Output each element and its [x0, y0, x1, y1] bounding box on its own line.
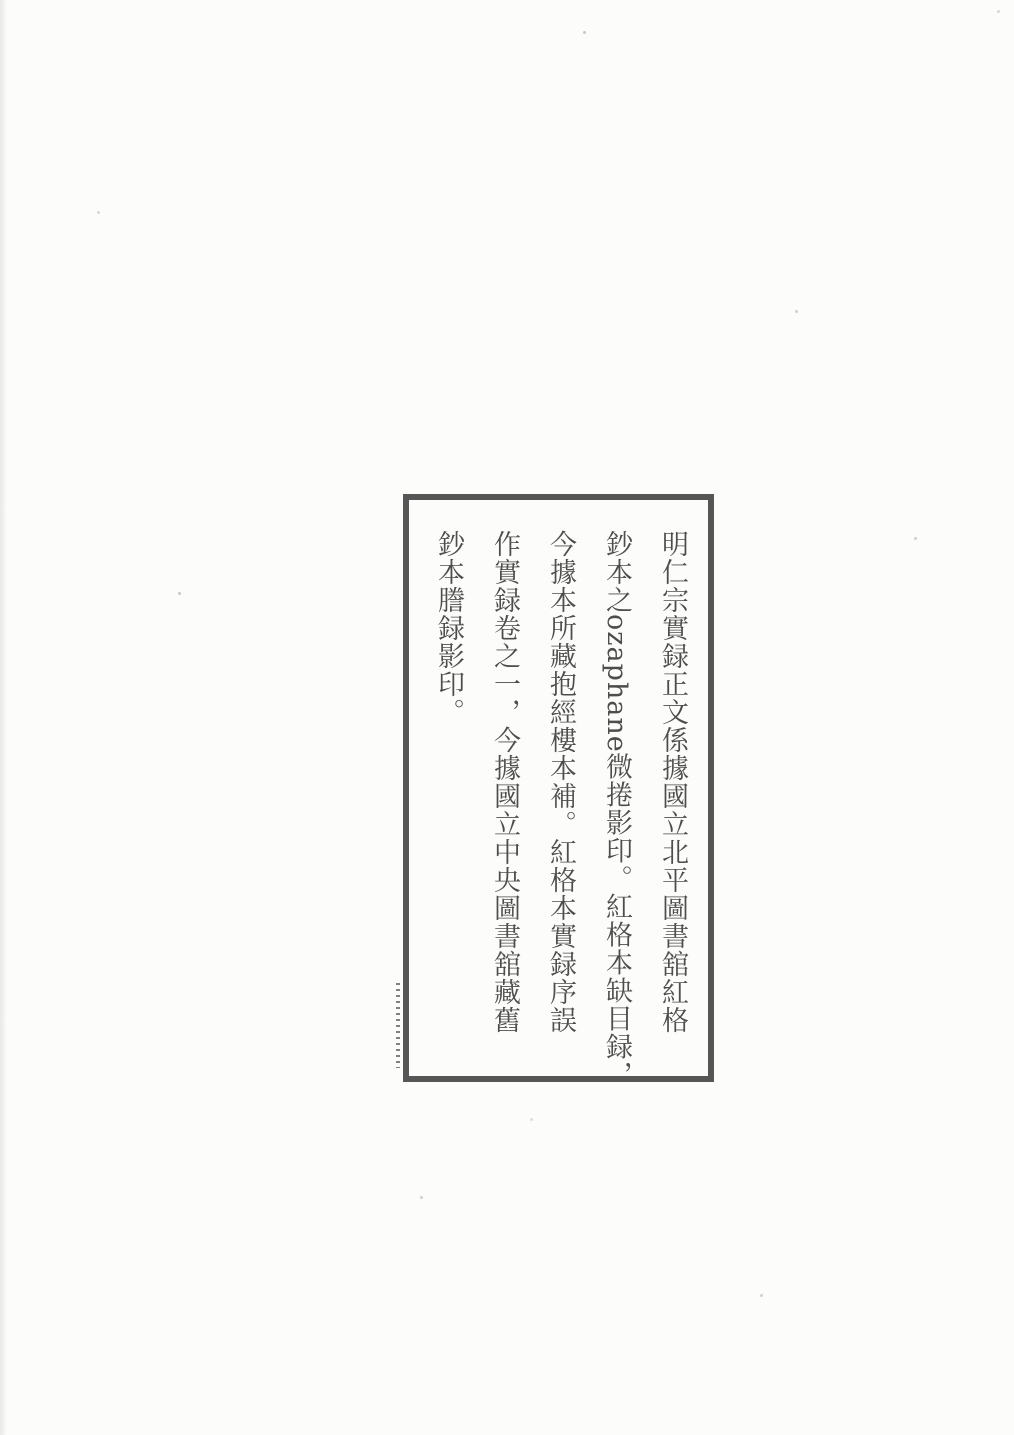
- colophon-text-block: [433, 530, 688, 1089]
- colophon-column-2: 鈔本之ozaphane微捲影印。紅格本缺目録，: [601, 530, 632, 1089]
- colophon-column-3: 今據本所藏抱經樓本補。紅格本實録序誤: [545, 530, 576, 1034]
- paper-speck: [420, 1196, 423, 1199]
- colophon-column-5: 鈔本謄録影印。: [433, 530, 464, 726]
- paper-speck: [997, 10, 1000, 13]
- paper-speck: [97, 211, 100, 214]
- colophon-box: [403, 494, 714, 1089]
- paper-speck: [178, 592, 181, 595]
- paper-speck: [530, 1118, 533, 1121]
- paper-speck: [583, 31, 586, 34]
- paper-speck: [760, 1294, 763, 1297]
- colophon-column-1: 明仁宗實録正文係據國立北平圖書舘紅格: [657, 530, 688, 1034]
- colophon-column-4: 作實録卷之一，今據國立中央圖書舘藏舊: [489, 530, 520, 1034]
- edge-microtext-marks: [396, 983, 400, 1068]
- paper-speck: [795, 310, 798, 313]
- paper-speck: [914, 537, 917, 540]
